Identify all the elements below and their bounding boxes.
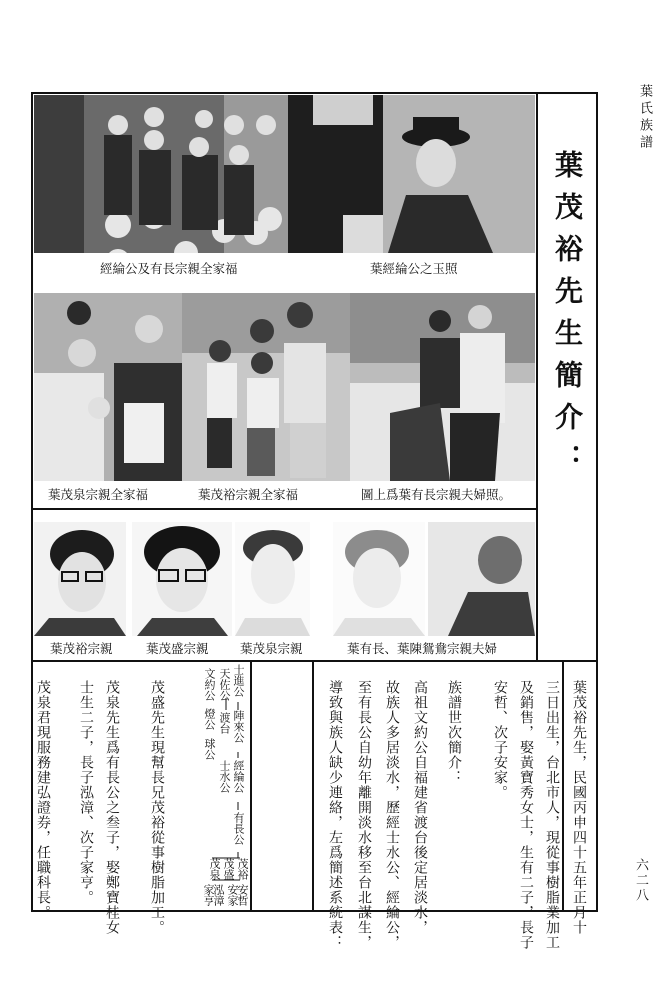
text-column: 族譜世次簡介： (446, 680, 462, 785)
photo-maoquan-portrait (235, 522, 310, 636)
tree-node: 球公 (203, 738, 216, 760)
tree-node: 茂裕 (236, 858, 249, 880)
tree-node: 茂盛 (222, 858, 235, 880)
caption-maosheng-portrait: 葉茂盛宗親 (146, 641, 209, 656)
photo-maosheng-portrait (132, 522, 232, 636)
tree-node: 家亨 (202, 884, 215, 906)
caption-youchang-couple-portrait: 葉有長、葉陳鴛鴦宗親夫婦 (347, 641, 498, 656)
photo-portrait-elder (288, 95, 535, 253)
tree-node: 泓漳 (212, 884, 225, 906)
tree-lines (196, 662, 250, 912)
caption-maoquan-portrait: 葉茂泉宗親 (240, 641, 303, 656)
text-column: 三日出生，台北市人，現從事樹脂業加工 (544, 680, 560, 950)
page-title: 葉茂裕先生簡介： (551, 150, 584, 486)
photo-family-group (34, 95, 288, 253)
text-column: 茂盛先生現幫長兄茂裕從事樹脂加工。 (149, 680, 165, 935)
caption-youchang-couple: 圖上爲葉有長宗親夫婦照。 (361, 487, 512, 502)
tree-node: 士水公 (218, 760, 231, 793)
divider (250, 660, 252, 912)
divider (312, 660, 314, 912)
text-column: 故族人多居淡水，歷經士水公、經綸公， (384, 680, 400, 950)
photo-youchang-portrait (333, 522, 425, 636)
caption-maoyu-portrait: 葉茂裕宗親 (50, 641, 113, 656)
tree-node: 有長公 (232, 812, 245, 845)
photo-youchang-couple (350, 293, 535, 481)
text-column: 葉茂裕先生，民國丙申四十五年正月十 (571, 680, 587, 935)
text-column: 及銷售，娶黃寶秀女士，生有二子，長子 (518, 680, 534, 950)
photo-maoyu-family (182, 293, 350, 481)
tree-node: 天佐公 (218, 668, 231, 701)
tree-node: 文約公 (203, 668, 216, 701)
divider (536, 92, 538, 662)
divider (31, 660, 598, 662)
text-column: 導致與族人缺少連絡，左爲簡述系統表： (327, 680, 343, 950)
caption-elder-portrait: 葉經綸公之玉照 (370, 261, 458, 276)
text-column: 士生二子，長子泓漳、次子家亨。 (78, 680, 94, 905)
text-column: 茂泉君現服務建弘證券，任職科長。 (35, 680, 51, 920)
photo-maoquan-family (34, 293, 182, 481)
caption-maoyu-family: 葉茂裕宗親全家福 (198, 487, 299, 502)
tree-node: 燈公 (203, 708, 216, 730)
page-number: 六二八 (633, 858, 648, 903)
tree-node: 陣來公 (232, 710, 245, 743)
book-header: 葉氏族譜 (637, 84, 652, 152)
photo-maoyu-portrait (34, 522, 126, 636)
divider (562, 660, 564, 912)
tree-node: 渡台 (218, 712, 231, 734)
text-column: 至有長公自幼年離開淡水移至台北謀生， (356, 680, 372, 950)
text-column: 茂泉先生爲有長公之叁子，娶鄭寶桂女 (104, 680, 120, 935)
caption-maoquan-family: 葉茂泉宗親全家福 (48, 487, 149, 502)
tree-node: 安家 (226, 884, 239, 906)
divider (31, 508, 537, 510)
text-column: 安哲、次子安家。 (492, 680, 508, 800)
tree-node: 士進公 (232, 664, 245, 697)
text-column: 高祖文約公自福建省渡台後定居淡水， (412, 680, 428, 935)
caption-family-group: 經綸公及有長宗親全家福 (100, 261, 238, 276)
tree-node: 茂泉 (208, 858, 221, 880)
photo-wife-portrait (428, 522, 535, 636)
tree-node: 安哲 (236, 884, 249, 906)
tree-node: 經綸公 (232, 760, 245, 793)
